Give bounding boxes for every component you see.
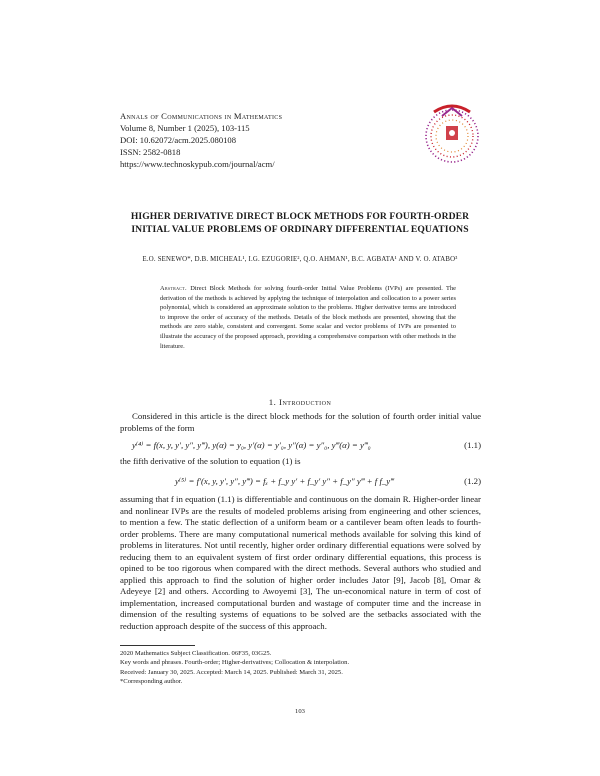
logo-roof <box>442 108 462 116</box>
footnote-corresponding: *Corresponding author. <box>120 678 183 686</box>
equation-1-1-number: (1.1) <box>464 440 481 450</box>
paragraph-1: Considered in this article is the direct block methods for the solution of fourth order initial value problems of the form <box>120 411 481 433</box>
abstract <box>160 284 456 351</box>
issn: ISSN: 2582-0818 <box>120 147 181 157</box>
footnote-dates: Received: January 30, 2025. Accepted: March 14, 2025. Published: March 31, 2025. <box>120 668 343 676</box>
journal-logo <box>412 94 492 174</box>
abstract-label: Abstract. <box>160 285 187 292</box>
title-line-2: INITIAL VALUE PROBLEMS OF ORDINARY DIFFERENTIAL EQUATIONS <box>131 224 469 235</box>
abstract-text: Direct Block Methods for solving fourth-order Initial Value Problems (IVPs) are presented. The derivation of the methods is achieved by applying the technique of interpolation and collocation to a power series polynomial, which is considered an approximate solution to the problems. Higher derivative terms are introduced to improve the order of accuracy of the methods. Details of the block methods are presented, showing that the methods are zero stable, consistent and convergent. Some scalar and vector problems of IVPs are presented to illustrate the accuracy of the proposed approach, providing a comprehensive comparison with other methods in the literature. <box>160 285 456 350</box>
paragraph-3: assuming that f in equation (1.1) is differentiable and continuous on the domain R. Higher-order linear and nonlinear IVPs are the results of modeled problems arising from engineering and other sciences, to mention a few. The static deflection of a uniform beam or a cantilever beam often leads to fourth-order problems. There are many computational numerical methods available for solving this kind of problems in literatures. Not until recently, higher order ordinary differential equations were solved by reducing them to an equivalent system of first order ordinary differential equations, this process is opined to be too rigorous when compared with the direct methods. Several authors who studied and applied this approach to find the solution of higher order includes Jator [9], Jacob [8], Omar & Adeyeye [2] and others. According to Awoyemi [3], The un-economical nature in term of cost of implementation, increased computational burden and wastage of computer time and the increase in dimension of the resulting systems of equations to be solved are the setbacks associated with the reduction approach despite of the success of this approach. <box>120 494 481 631</box>
volume-info: Volume 8, Number 1 (2025), 103-115 <box>120 123 250 133</box>
paper-title <box>0 210 600 236</box>
logo-center <box>449 130 455 136</box>
equation-1-2 <box>120 476 481 488</box>
equation-1-1-math: y⁽⁴⁾ = f(x, y, y′, y″, y‴), y(α) = y₀, y′(α) = y′₀, y″(α) = y″₀, y‴(α) = y‴₀ <box>132 440 371 450</box>
equation-1-2-math: y⁽⁵⁾ = f′(x, y, y′, y″, y‴) = fₓ + f_y y′ + f_y′ y″ + f_y″ y‴ + f f_y‴ <box>175 476 394 486</box>
author-list: E.O. SENEWO*, D.B. MICHEAL¹, I.G. EZUGORIE², Q.O. AHMAN¹, B.C. AGBATA¹ AND V. O. ATABO³ <box>142 256 458 263</box>
paragraph-2: the fifth derivative of the solution to equation (1) is <box>120 456 301 466</box>
section-heading: 1. Introduction <box>268 397 332 407</box>
journal-url[interactable]: https://www.technoskypub.com/journal/acm/ <box>120 159 275 169</box>
footnote-rule <box>120 645 195 646</box>
equation-1-2-number: (1.2) <box>464 476 481 486</box>
journal-title: Annals of Communications in Mathematics <box>120 111 283 121</box>
doi[interactable]: DOI: 10.62072/acm.2025.080108 <box>120 135 237 145</box>
equation-1-1 <box>120 440 481 452</box>
footnotes <box>120 649 481 687</box>
title-line-1: HIGHER DERIVATIVE DIRECT BLOCK METHODS FOR FOURTH-ORDER <box>130 211 470 222</box>
footnote-msc: 2020 Mathematics Subject Classification. 06F35, 03G25. <box>120 650 272 657</box>
footnote-keywords: Key words and phrases. Fourth-order; Higher-derivatives; Collocation & interpolation. <box>120 659 350 667</box>
page-number: 103 <box>295 708 305 715</box>
